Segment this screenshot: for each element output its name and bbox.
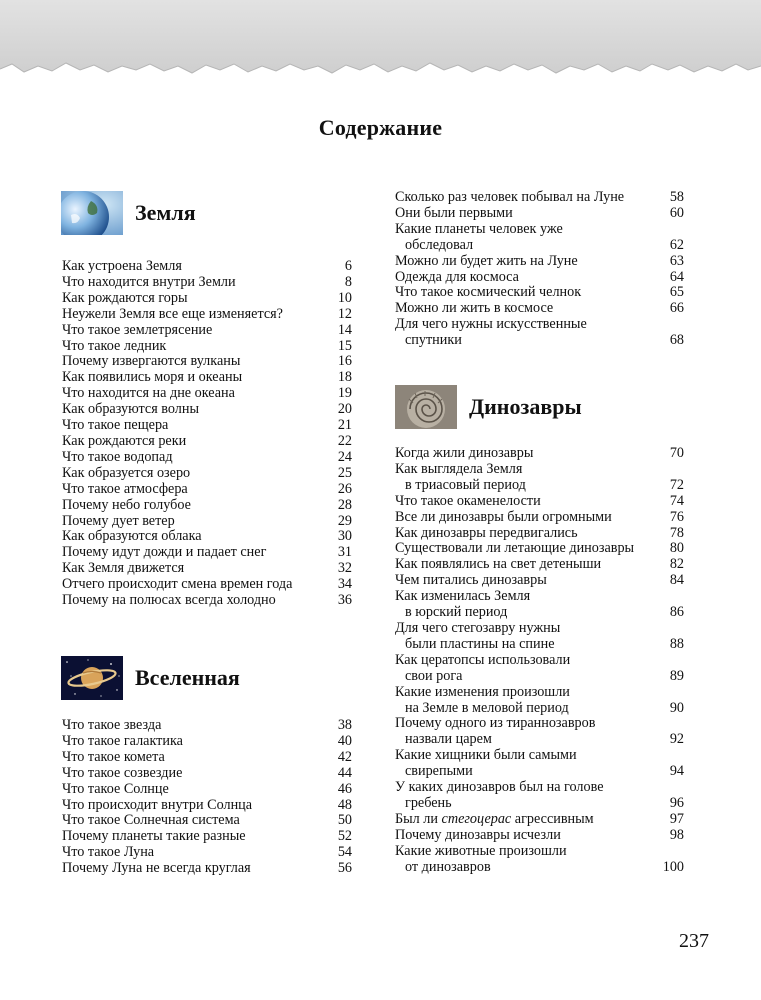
toc-entry-page: 16 <box>337 353 352 370</box>
toc-entry-page <box>680 716 684 732</box>
toc-entry-page: 30 <box>337 528 352 545</box>
toc-entry-page: 38 <box>337 717 352 733</box>
toc-entry <box>62 370 352 386</box>
toc-entry-page <box>680 748 684 764</box>
toc-entry <box>62 291 352 307</box>
toc-entry <box>62 734 352 750</box>
toc-entry <box>62 339 352 355</box>
toc-entry-title: Как выглядела Земля <box>395 460 523 477</box>
toc-entry-title: Почему идут дожди и падает снег <box>62 544 267 561</box>
toc-entry-page: 52 <box>337 828 352 845</box>
toc-entry-title: Что находится внутри Земли <box>62 273 236 290</box>
toc-entry-page: 44 <box>337 764 352 781</box>
toc-entry <box>62 813 352 829</box>
toc-entry-page: 48 <box>337 796 352 813</box>
toc-entry-title: Что такое Солнечная система <box>62 812 240 829</box>
toc-entry <box>395 510 684 526</box>
toc-entry <box>395 238 684 254</box>
section-header-universe <box>61 656 240 700</box>
toc-entry <box>395 446 684 462</box>
toc-entry-title: Был ли стегоцерас агрессивным <box>395 810 594 827</box>
toc-entry-title: Отчего происходит смена времен года <box>62 576 293 593</box>
toc-entry-page: 92 <box>669 731 684 748</box>
toc-entry <box>395 190 684 206</box>
toc-list-universe <box>62 718 352 877</box>
toc-entry <box>395 254 684 270</box>
toc-entry-title: Существовали ли летающие динозавры <box>395 540 635 557</box>
toc-entry-page: 65 <box>669 284 684 301</box>
toc-entry-title: Что находится на дне океана <box>62 385 235 402</box>
toc-entry-page: 42 <box>337 748 352 765</box>
toc-entry <box>395 573 684 589</box>
toc-entry-title: Как цератопсы использовали <box>395 651 571 668</box>
toc-entry-page: 68 <box>669 332 684 349</box>
toc-entry-title: Почему извергаются вулканы <box>62 353 241 370</box>
toc-entry <box>395 333 684 349</box>
toc-list-earth <box>62 259 352 609</box>
toc-entry <box>395 526 684 542</box>
toc-entry <box>62 561 352 577</box>
toc-entry-page: 40 <box>337 732 352 749</box>
toc-entry <box>62 434 352 450</box>
toc-entry-page: 84 <box>669 572 684 589</box>
toc-entry-title: Как динозавры передвигались <box>395 524 578 541</box>
toc-entry-page <box>680 589 684 605</box>
toc-list-dinosaurs <box>395 446 684 875</box>
toc-entry-page <box>680 317 684 333</box>
toc-entry-page: 50 <box>337 812 352 829</box>
toc-entry <box>395 669 684 685</box>
toc-entry-title: спутники <box>405 332 462 349</box>
toc-entry <box>62 482 352 498</box>
toc-entry-title: Можно ли жить в космосе <box>395 300 554 317</box>
toc-entry-title: свирепыми <box>405 763 473 780</box>
ammonite-fossil-icon <box>395 385 457 429</box>
toc-entry-title: в юрский период <box>405 604 508 621</box>
toc-entry <box>62 529 352 545</box>
toc-entry <box>395 685 684 701</box>
toc-entry-title: Что такое окаменелости <box>395 492 541 509</box>
toc-entry <box>62 782 352 798</box>
earth-globe-icon <box>61 191 123 235</box>
toc-entry-page: 34 <box>337 576 352 593</box>
toc-entry <box>62 829 352 845</box>
toc-entry-title: Почему небо голубое <box>62 496 191 513</box>
toc-entry <box>62 418 352 434</box>
toc-entry-page: 94 <box>669 763 684 780</box>
toc-entry-title: Почему дует ветер <box>62 512 175 529</box>
toc-entry-title: Что такое Солнце <box>62 780 169 797</box>
toc-entry-title: Что такое атмосфера <box>62 480 188 497</box>
toc-entry-page <box>680 222 684 238</box>
toc-entry-page: 12 <box>337 305 352 322</box>
toc-entry-page: 97 <box>669 810 684 827</box>
toc-entry-title: Как образуются волны <box>62 401 199 418</box>
toc-entry-page: 10 <box>337 289 352 306</box>
section-title-earth: Земля <box>135 200 196 225</box>
toc-entry-title: Что такое звезда <box>62 717 162 733</box>
toc-entry-page: 63 <box>669 252 684 269</box>
toc-entry-title: Что такое Луна <box>62 844 155 861</box>
toc-entry-page: 25 <box>337 464 352 481</box>
toc-entry <box>62 514 352 530</box>
toc-entry <box>395 222 684 238</box>
toc-entry-page: 98 <box>669 826 684 843</box>
toc-entry-page: 66 <box>669 300 684 317</box>
toc-entry <box>395 844 684 860</box>
toc-entry <box>62 577 352 593</box>
toc-entry <box>62 354 352 370</box>
toc-entry-title: Чем питались динозавры <box>395 572 547 589</box>
toc-entry <box>62 323 352 339</box>
toc-entry-page: 89 <box>669 667 684 684</box>
toc-entry <box>395 701 684 717</box>
toc-entry-page: 8 <box>344 273 352 290</box>
toc-entry-page: 62 <box>669 236 684 253</box>
toc-entry-page <box>680 653 684 669</box>
toc-list-space-continued <box>395 190 684 349</box>
toc-entry-page: 28 <box>337 496 352 513</box>
toc-entry-page: 60 <box>669 204 684 221</box>
toc-entry <box>62 545 352 561</box>
toc-entry <box>62 593 352 609</box>
toc-entry-title: гребень <box>405 794 452 811</box>
toc-entry-page: 6 <box>344 258 352 274</box>
toc-entry-title: Для чего нужны искусственные <box>395 316 587 333</box>
toc-entry <box>395 780 684 796</box>
toc-entry-title: свои рога <box>405 667 463 684</box>
toc-entry-title: Как образуется озеро <box>62 464 191 481</box>
toc-entry-title: Почему Луна не всегда круглая <box>62 860 251 877</box>
toc-entry-page: 90 <box>669 699 684 716</box>
toc-entry <box>395 541 684 557</box>
toc-entry-page: 18 <box>337 369 352 386</box>
toc-entry-title: Что такое ледник <box>62 337 167 354</box>
toc-entry-page: 32 <box>337 560 352 577</box>
toc-entry <box>395 285 684 301</box>
toc-entry-title: Когда жили динозавры <box>395 445 534 461</box>
toc-entry <box>395 557 684 573</box>
toc-entry-title: Все ли динозавры были огромными <box>395 508 612 525</box>
toc-entry-title: Почему на полюсах всегда холодно <box>62 592 276 609</box>
toc-entry-title: Почему планеты такие разные <box>62 828 246 845</box>
toc-entry <box>395 653 684 669</box>
toc-entry-title: Для чего стегозавру нужны <box>395 619 561 636</box>
toc-entry <box>395 764 684 780</box>
toc-entry-title: Они были первыми <box>395 204 513 221</box>
toc-entry-page: 74 <box>669 492 684 509</box>
toc-entry-title: Как устроена Земля <box>62 258 182 274</box>
toc-entry <box>62 275 352 291</box>
toc-entry <box>62 450 352 466</box>
toc-entry-page: 19 <box>337 385 352 402</box>
toc-entry <box>395 828 684 844</box>
toc-entry-title: Как изменилась Земля <box>395 588 531 605</box>
toc-entry-page <box>680 685 684 701</box>
toc-entry-page: 29 <box>337 512 352 529</box>
toc-entry-title: Какие хищники были самыми <box>395 747 577 764</box>
toc-entry-title: Какие изменения произошли <box>395 683 570 700</box>
toc-entry-title: Что такое космический челнок <box>395 284 582 301</box>
toc-entry-title: Что такое галактика <box>62 732 183 749</box>
toc-entry-title: Сколько раз человек побывал на Луне <box>395 189 625 205</box>
saturn-planet-icon <box>61 656 123 700</box>
toc-entry <box>62 718 352 734</box>
toc-entry-page: 96 <box>669 794 684 811</box>
section-title-universe: Вселенная <box>135 665 240 690</box>
toc-entry <box>395 206 684 222</box>
toc-entry-title: Что такое комета <box>62 748 165 765</box>
toc-entry-page: 80 <box>669 540 684 557</box>
toc-entry-page: 70 <box>669 445 684 461</box>
toc-entry-title: Как появились моря и океаны <box>62 369 243 386</box>
toc-entry <box>395 605 684 621</box>
toc-entry <box>62 259 352 275</box>
section-header-earth <box>61 191 196 235</box>
toc-entry-page: 100 <box>662 858 684 875</box>
toc-entry-title: были пластины на спине <box>405 635 555 652</box>
toc-entry <box>395 732 684 748</box>
toc-entry-page: 78 <box>669 524 684 541</box>
toc-entry-title: обследовал <box>405 236 474 253</box>
toc-entry-page: 21 <box>337 417 352 434</box>
toc-entry-title: Как Земля движется <box>62 560 185 577</box>
toc-entry-page <box>680 844 684 860</box>
toc-entry-title: Одежда для космоса <box>395 268 519 285</box>
toc-entry-title: назвали царем <box>405 731 492 748</box>
toc-entry-page: 46 <box>337 780 352 797</box>
toc-entry <box>395 748 684 764</box>
toc-entry-page: 24 <box>337 448 352 465</box>
toc-entry-page: 54 <box>337 844 352 861</box>
toc-entry-page: 31 <box>337 544 352 561</box>
toc-entry-title: Неужели Земля все еще изменяется? <box>62 305 283 322</box>
toc-entry-title: Как рождаются реки <box>62 432 187 449</box>
toc-entry-page: 82 <box>669 556 684 573</box>
section-header-dinosaurs <box>395 385 582 429</box>
toc-entry <box>395 589 684 605</box>
toc-entry-page: 86 <box>669 604 684 621</box>
toc-entry <box>395 270 684 286</box>
section-title-dinosaurs: Динозавры <box>469 394 582 419</box>
toc-entry <box>395 716 684 732</box>
toc-entry-title: Какие планеты человек уже <box>395 220 563 237</box>
toc-entry <box>62 402 352 418</box>
toc-entry <box>395 796 684 812</box>
toc-entry <box>62 307 352 323</box>
torn-paper-header <box>0 0 761 90</box>
toc-entry <box>395 462 684 478</box>
toc-entry <box>62 386 352 402</box>
toc-entry <box>62 750 352 766</box>
toc-entry-page: 88 <box>669 635 684 652</box>
toc-entry-title: Что такое землетрясение <box>62 321 213 338</box>
toc-entry-title: Что такое созвездие <box>62 764 183 781</box>
toc-entry-title: Какие животные произошли <box>395 842 567 859</box>
toc-entry-page <box>680 621 684 637</box>
toc-entry-title: Почему динозавры исчезли <box>395 826 561 843</box>
toc-entry <box>395 621 684 637</box>
toc-entry-page: 20 <box>337 401 352 418</box>
page-title: Содержание <box>318 115 443 140</box>
toc-entry-title: на Земле в меловой период <box>405 699 569 716</box>
toc-entry-title: в триасовый период <box>405 476 526 493</box>
toc-entry-title: Что происходит внутри Солнца <box>62 796 253 813</box>
toc-entry-page: 58 <box>669 189 684 205</box>
toc-entry-page <box>680 462 684 478</box>
toc-entry <box>62 498 352 514</box>
toc-entry-page: 26 <box>337 480 352 497</box>
toc-entry-page: 36 <box>337 592 352 609</box>
toc-entry-title: Как рождаются горы <box>62 289 188 306</box>
toc-entry-page <box>680 780 684 796</box>
toc-entry-page: 15 <box>337 337 352 354</box>
toc-entry-title: Как появлялись на свет детеныши <box>395 556 602 573</box>
toc-entry <box>395 860 684 876</box>
toc-entry <box>395 317 684 333</box>
toc-entry <box>395 301 684 317</box>
toc-entry-title: от динозавров <box>405 858 491 875</box>
toc-entry-page: 76 <box>669 508 684 525</box>
toc-entry <box>62 466 352 482</box>
toc-entry <box>395 637 684 653</box>
toc-entry <box>62 845 352 861</box>
toc-entry <box>395 478 684 494</box>
toc-entry-title: Можно ли будет жить на Луне <box>395 252 578 269</box>
toc-entry-page: 22 <box>337 432 352 449</box>
toc-entry-page: 72 <box>669 476 684 493</box>
toc-entry-title: Как образуются облака <box>62 528 202 545</box>
page-number: 237 <box>679 930 709 952</box>
toc-entry <box>395 812 684 828</box>
toc-entry-page: 56 <box>337 860 352 877</box>
toc-entry <box>395 494 684 510</box>
toc-entry-page: 14 <box>337 321 352 338</box>
toc-entry <box>62 798 352 814</box>
toc-entry <box>62 861 352 877</box>
toc-entry-title: У каких динозавров был на голове <box>395 779 604 796</box>
toc-entry <box>62 766 352 782</box>
toc-entry-page: 64 <box>669 268 684 285</box>
toc-entry-title: Что такое водопад <box>62 448 173 465</box>
toc-entry-title: Что такое пещера <box>62 417 169 434</box>
toc-entry-title: Почему одного из тираннозавров <box>395 715 596 732</box>
